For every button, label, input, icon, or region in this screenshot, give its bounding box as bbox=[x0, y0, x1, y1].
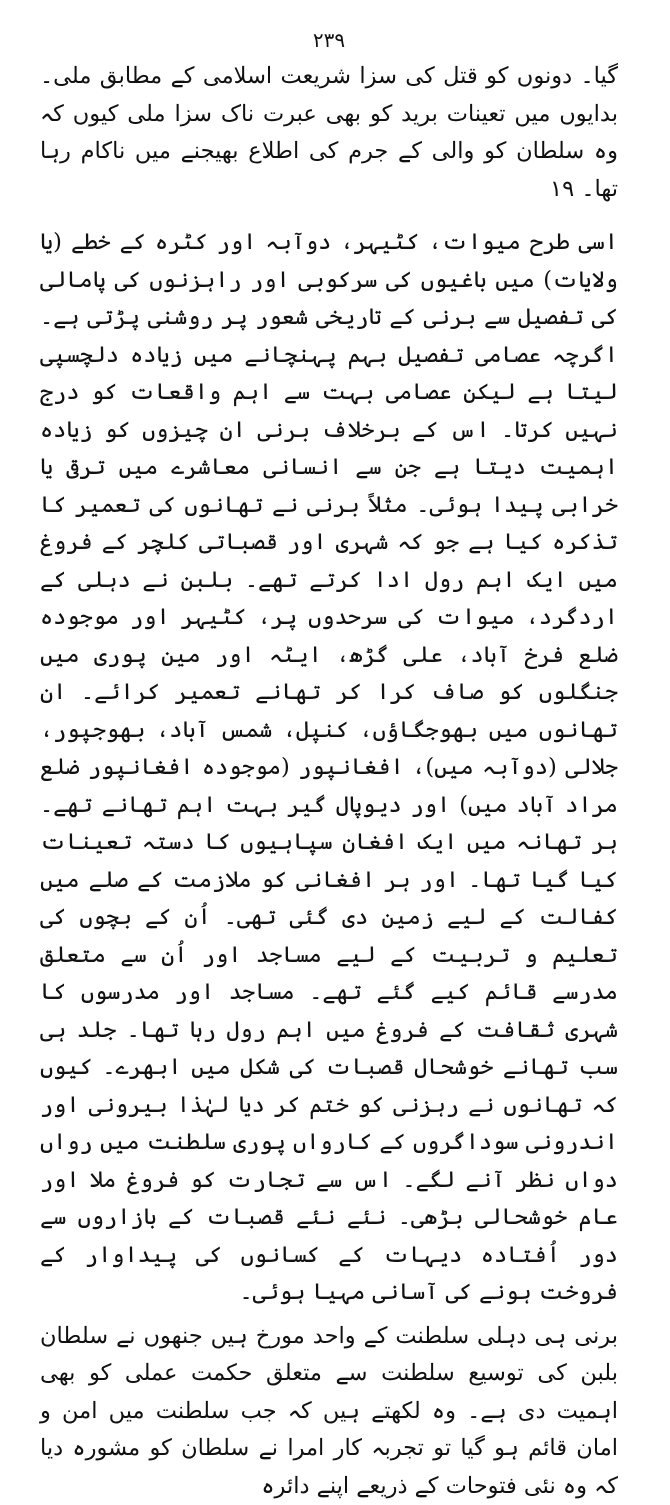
paragraph-3: برنی ہی دہلی سلطنت کے واحد مورخ ہیں جنھوں نے سلطان بلبن کی توسیع سلطنت سے متعلق حکمت عملی کو بھی اہمیت دی ہے۔ وہ لکھتے ہیں کہ جب سلطنت میں امن و امان قائم ہو گیا تو تجربہ کار امرا نے سلطان کو مشورہ دیا کہ وہ نئی فتوحات کے ذریعے اپنے دائرہ bbox=[40, 1318, 618, 1505]
paragraph-2: اسی طرح میوات، کٹیہر، دوآبہ اور کٹرہ کے خطے (یا ولایات) میں باغیوں کی سرکوبی اور راہزنوں کی پامالی کی تفصیل سے برنی کے تاریخی شعور پر روشنی پڑتی ہے۔ اگرچہ عصامی تفصیل بہم پہنچانے میں زیادہ دلچسپی لیتا ہے لیکن عصامی بہت سے اہم واقعات کو درج نہیں کرتا۔ اس کے برخلاف برنی ان چیزوں کو زیادہ اہمیت دیتا ہے جن سے انسانی معاشرے میں ترقی یا خرابی پیدا ہوئی۔ مثلاً برنی نے تھانوں کی تعمیر کا تذکرہ کیا ہے جو کہ شہری اور قصباتی کلچر کے فروغ میں ایک اہم رول ادا کرتے تھے۔ بلبن نے دہلی کے اردگرد، میوات کی سرحدوں پر، کٹیہر اور موجودہ ضلع فرخ آباد، علی گڑھ، ایٹہ اور مین پوری میں جنگلوں کو صاف کرا کر تھانے تعمیر کرائے۔ ان تھانوں میں بھوجگاؤں، کنپل، شمس آباد، بھوجپور، جلالی (دوآبہ میں)، افغانپور (موجودہ افغانپور ضلع مراد آباد میں) اور دیوپال گیر بہت اہم تھانے تھے۔ ہر تھانہ میں ایک افغان سپاہیوں کا دستہ تعینات کیا گیا تھا۔ اور ہر افغانی کو ملازمت کے صلے میں کفالت کے لیے زمین دی گئی تھی۔ اُن کے بچوں کی تعلیم و تربیت کے لیے مساجد اور اُن سے متعلق مدرسے قائم کیے گئے تھے۔ مساجد اور مدرسوں کا شہری ثقافت کے فروغ میں اہم رول رہا تھا۔ جلد ہی سب تھانے خوشحال قصبات کی شکل میں ابھرے۔ کیوں کہ تھانوں نے رہزنی کو ختم کر دیا لہٰذا بیرونی اور اندرونی سوداگروں کے کارواں پوری سلطنت میں رواں دواں نظر آنے لگے۔ اس سے تجارت کو فروغ ملا اور عام خوشحالی بڑھی۔ نئے نئے قصبات کے بازاروں سے دور اُفتادہ دیہات کے کسانوں کی پیداوار کے فروخت ہونے کی آسانی مہیا ہوئی۔ bbox=[40, 224, 618, 1312]
page-number: ۲۳۹ bbox=[40, 28, 618, 52]
page-body bbox=[40, 58, 618, 1505]
paragraph-1: گیا۔ دونوں کو قتل کی سزا شریعت اسلامی کے مطابق ملی۔ بدایوں میں تعینات برید کو بھی عبرت ناک سزا ملی کیوں کہ وہ سلطان کو والی کے جرم کی اطلاع بھیجنے میں ناکام رہا تھا۔ ۱۹ bbox=[40, 58, 618, 208]
